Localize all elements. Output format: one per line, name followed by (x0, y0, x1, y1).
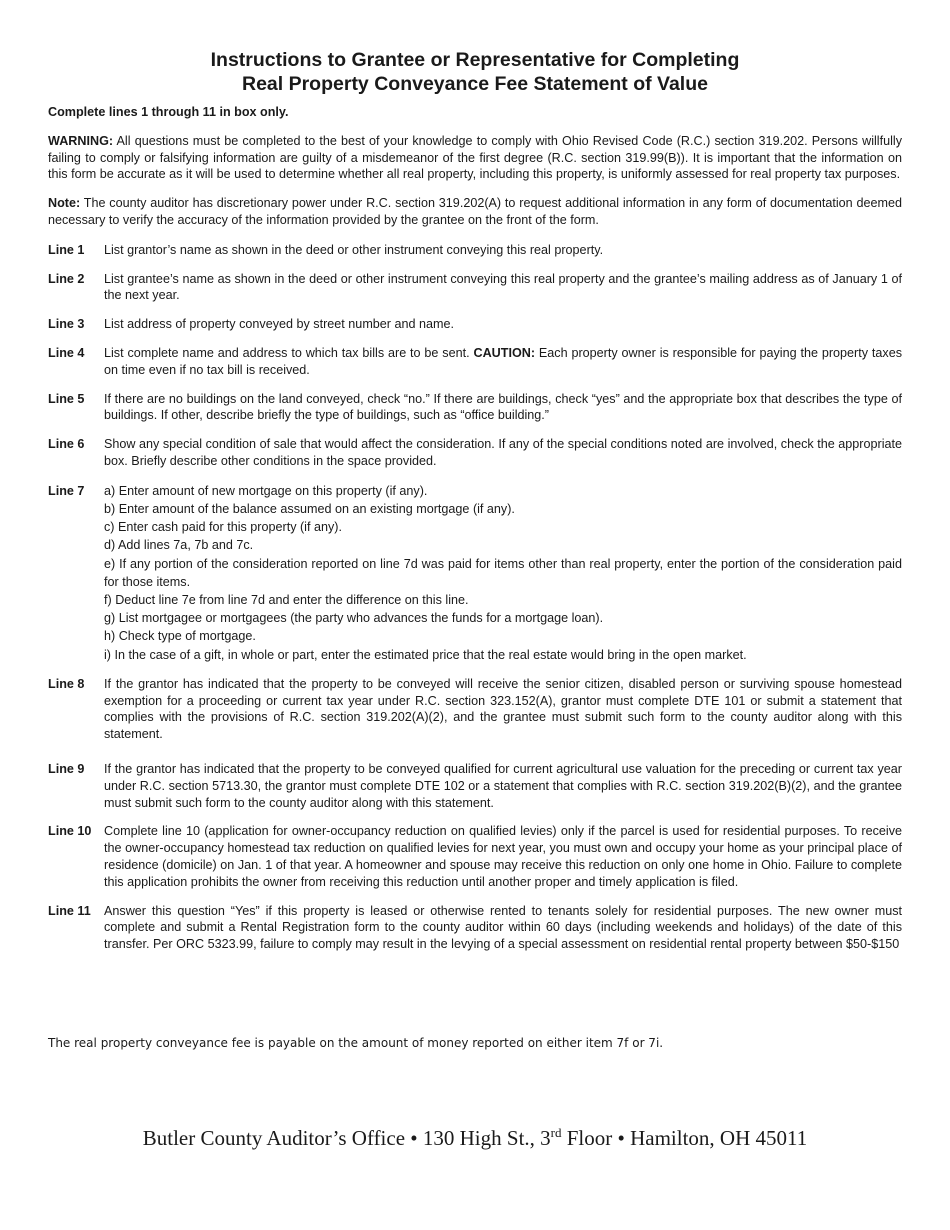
line-label: Line 5 (48, 391, 85, 406)
line-text: List address of property conveyed by street number and name. (104, 317, 455, 332)
warning-paragraph (48, 133, 902, 183)
warning-text: All questions must be completed to the best of your knowledge to comply with Ohio Revised Code (R.C.) section 319.202. Persons willfully failing to comply or falsifying information are guilty of a misdemeanor of the first degree (R.C. section 319.99(B)). It is important that the information on this form be accurate as it will be used to determine whether all real property, including this property, is uniformly assessed for real property tax purposes. (48, 133, 902, 182)
line-2-instruction (48, 271, 902, 305)
line-7d-text: d) Add lines 7a, 7b and 7c. (104, 538, 254, 553)
line-10-instruction (48, 823, 902, 890)
line-label: Line 3 (48, 317, 85, 332)
line-9-instruction (48, 761, 902, 811)
warning-label: WARNING: (48, 133, 114, 148)
title-line-2: Real Property Conveyance Fee Statement of Value (241, 73, 708, 95)
fee-footnote: The real property conveyance fee is payable on the amount of money reported on either item 7f or 7i. (48, 1036, 664, 1050)
line-label: Line 10 (48, 824, 92, 839)
line-label: Line 7 (48, 483, 85, 498)
line-1-instruction (48, 242, 902, 259)
line-7-instruction (48, 482, 902, 664)
line-text: If there are no buildings on the land conveyed, check “no.” If there are buildings, check “yes” and the appropriate box that describes the type of buildings. If other, describe briefly the type of buildings, such as “office building.” (104, 391, 902, 423)
line-label: Line 2 (48, 271, 85, 286)
footer-text-before: Butler County Auditor’s Office • 130 High St., 3 (142, 1126, 551, 1150)
subheading: Complete lines 1 through 11 in box only. (48, 105, 289, 119)
line-text-cont: Each property owner is responsible for paying the property taxes on time even if no tax bill is received. (104, 345, 902, 377)
line-7c-text: c) Enter cash paid for this property (if any). (104, 520, 342, 535)
line-label: Line 11 (48, 903, 91, 918)
instructions-document (48, 48, 902, 965)
line-4-instruction (48, 345, 902, 379)
line-label: Line 1 (48, 242, 85, 257)
line-5-instruction (48, 391, 902, 425)
line-text: List complete name and address to which tax bills are to be sent. (104, 345, 474, 360)
line-7f-text: f) Deduct line 7e from line 7d and enter the difference on this line. (104, 592, 469, 607)
note-text: The county auditor has discretionary power under R.C. section 319.202(A) to request additional information in any form of documentation deemed necessary to verify the accuracy of the information provided by the grantee on the front of the form. (48, 196, 902, 227)
line-7i-text: i) In the case of a gift, in whole or part, enter the estimated price that the real estate would bring in the open market. (104, 647, 747, 662)
line-7a-text: a) Enter amount of new mortgage on this property (if any). (104, 483, 428, 498)
note-label: Note: (48, 196, 81, 211)
line-label: Line 6 (48, 437, 85, 452)
caution-label: CAUTION: (473, 345, 536, 360)
line-7h-text: h) Check type of mortgage. (104, 629, 256, 644)
line-text: Complete line 10 (application for owner-occupancy reduction on qualified levies) only if the parcel is used for residential purposes. To receive the owner-occupancy homestead tax reduction on qualified levies for next year, you must own and occupy your home as your principal place of residence (domicile) on Jan. 1 of that year. A homeowner and spouse may receive this reduction on only one home in Ohio. Failure to complete this application prohibits the owner from receiving this reduction until another proper and timely application is filed. (104, 824, 902, 889)
line-3-instruction (48, 316, 902, 333)
office-address-footer (0, 1126, 950, 1151)
line-7g-text: g) List mortgagee or mortgagees (the party who advances the funds for a mortgage loan). (104, 611, 604, 626)
line-label: Line 9 (48, 761, 85, 776)
line-text: If the grantor has indicated that the property to be conveyed will receive the senior citizen, disabled person or surviving spouse homestead exemption for a proceeding or current tax year under R.C. section 323.152(A), grantor must complete DTE 101 or submit a statement that complies with the provisions of R.C. section 319.202(A)(2), and the grantee must submit such form to the county auditor along with this statement. (104, 676, 902, 742)
line-label: Line 4 (48, 345, 85, 360)
line-6-instruction (48, 436, 902, 470)
note-paragraph (48, 195, 902, 229)
title-line-1: Instructions to Grantee or Representative for Completing (210, 49, 740, 71)
line-label: Line 8 (48, 676, 85, 691)
footer-ordinal-suffix: rd (550, 1125, 562, 1140)
line-text: Show any special condition of sale that would affect the consideration. If any of the special conditions noted are involved, check the appropriate box. Briefly describe other conditions in the space provided. (104, 437, 902, 468)
line-text: List grantor’s name as shown in the deed or other instrument conveying this real property. (104, 242, 604, 257)
line-text: List grantee’s name as shown in the deed or other instrument conveying this real property and the grantee’s mailing address as of January 1 of the next year. (104, 271, 902, 303)
line-8-instruction (48, 676, 902, 743)
footer-text-after: Floor • Hamilton, OH 45011 (561, 1126, 808, 1150)
line-text: Answer this question “Yes” if this property is leased or otherwise rented to tenants solely for residential purposes. The new owner must complete and submit a Rental Registration form to the county auditor within 60 days (including weekends and holidays) of the date of this transfer. Per ORC 5323.99, failure to comply may result in the levying of a special assessment on residential rental property between $50-$150 (104, 903, 902, 952)
line-11-instruction (48, 903, 902, 953)
line-text: If the grantor has indicated that the property to be conveyed qualified for current agricultural use valuation for the preceding or current tax year under R.C. section 5713.30, the grantor must complete DTE 102 or a statement that complies with R.C. section 319.202(B)(2), and the grantee must submit such form to the county auditor along with this statement. (104, 761, 902, 810)
line-7b-text: b) Enter amount of the balance assumed on an existing mortgage (if any). (104, 501, 515, 516)
page-title (48, 48, 902, 96)
line-7e-text: e) If any portion of the consideration reported on line 7d was paid for items other than real property, enter the portion of the consideration paid for those items. (104, 556, 902, 589)
